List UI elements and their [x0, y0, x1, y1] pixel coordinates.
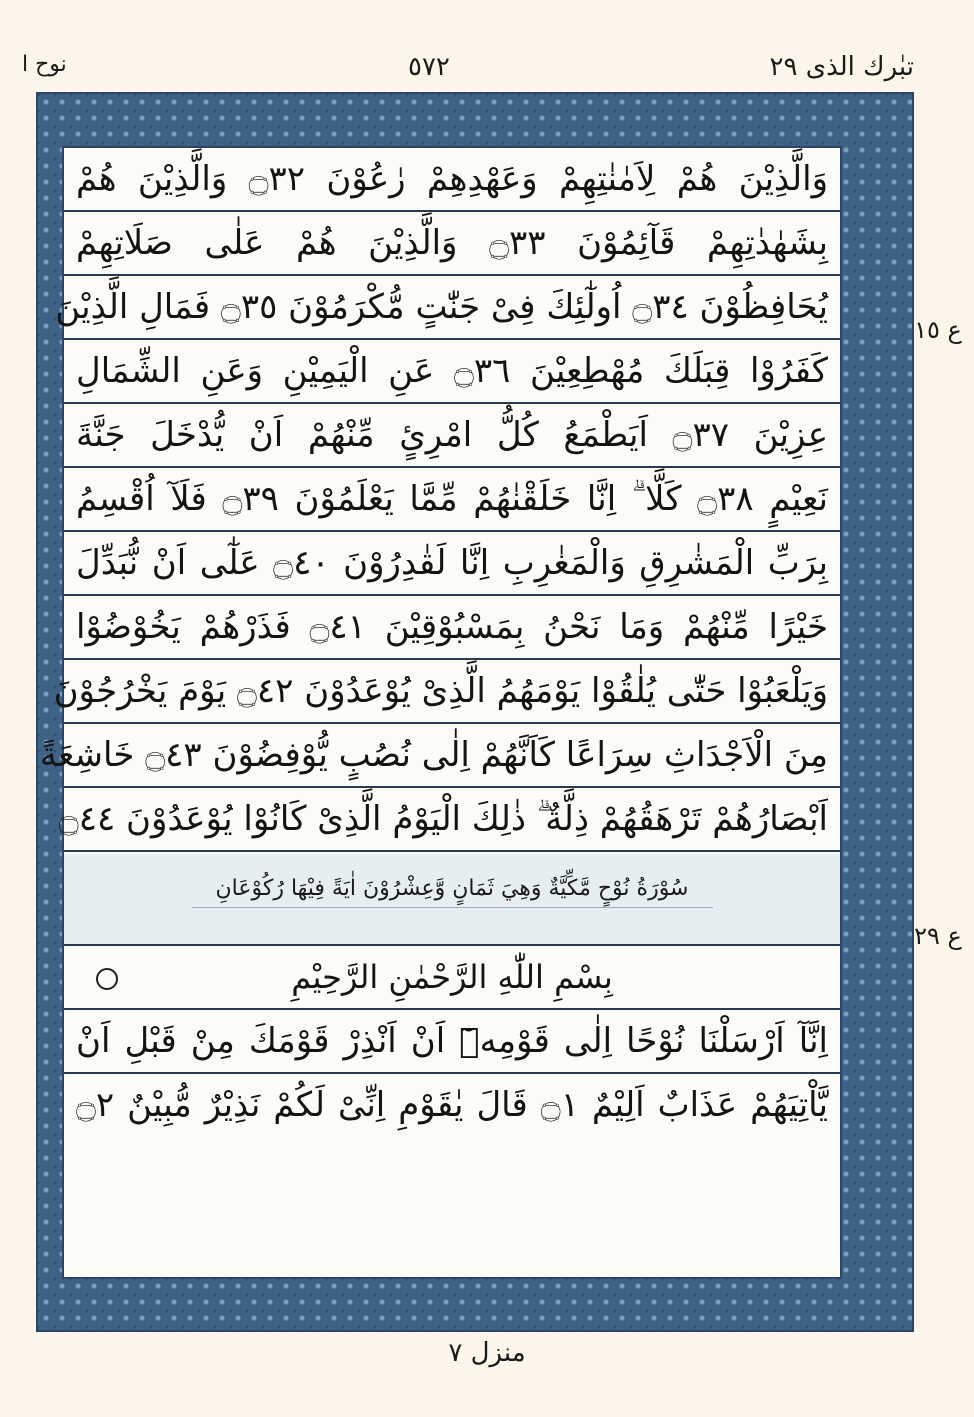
bismillah-line: [64, 946, 840, 1010]
surah-running-label: نوح ا: [22, 52, 67, 77]
verse-line: وَالَّذِيْنَ هُمْ لِاَمٰنٰتِهِمْ وَعَهْدِهِمْ رٰعُوْنَ ۝٣٢ وَالَّذِيْنَ هُمْ: [64, 148, 840, 212]
verse-line: خَيْرًا مِّنْهُمْ وَمَا نَحْنُ بِمَسْبُوْقِيْنَ ۝٤١ فَذَرْهُمْ يَخُوْضُوْا: [64, 596, 840, 660]
bismillah-text: بِسْمِ اللّٰهِ الرَّحْمٰنِ الرَّحِيْمِ: [291, 958, 613, 996]
ruku-marker-lower: ع ٢٩: [914, 922, 962, 950]
verse-line: كَفَرُوْا قِبَلَكَ مُهْطِعِيْنَ ۝٣٦ عَنِ الْيَمِيْنِ وَعَنِ الشِّمَالِ: [64, 340, 840, 404]
verse-line: يُحَافِظُوْنَ ۝٣٤ اُولٰٓئِكَ فِىْ جَنّٰتٍ مُّكْرَمُوْنَ ۝٣٥ فَمَالِ الَّذِيْنَ: [64, 276, 840, 340]
verse-line: اِنَّآ اَرْسَلْنَا نُوْحًا اِلٰى قَوْمِهٖٓ اَنْ اَنْذِرْ قَوْمَكَ مِنْ قَبْلِ اَنْ: [64, 1010, 840, 1074]
text-panel: [39, 146, 842, 1279]
verse-line: نَعِيْمٍ ۝٣٨ كَلَّا ۗ اِنَّا خَلَقْنٰهُمْ مِّمَّا يَعْلَمُوْنَ ۝٣٩ فَلَآ اُقْسِمُ: [64, 468, 840, 532]
page-number: ٥٧٢: [408, 52, 450, 82]
juz-running-label: تبٰرك الذى ٢٩: [769, 52, 914, 82]
surah-heading: سُوْرَةُ نُوْحٍ مَّكِّيَّةٌ وَهِيَ ثَمَانٍ وَّعِشْرُوْنَ اٰيَةً فِيْهَا رُكُوْعَانِ: [192, 870, 713, 908]
manzil-footer: منزل ٧: [448, 1338, 526, 1368]
ruku-marker-upper: ع ١٥: [914, 316, 962, 344]
page-header: [0, 0, 974, 90]
verse-circle-icon: [96, 968, 118, 990]
verse-line: عِزِيْنَ ۝٣٧ اَيَطْمَعُ كُلُّ امْرِئٍ مِّنْهُمْ اَنْ يُّدْخَلَ جَنَّةَ: [64, 404, 840, 468]
verse-line: مِنَ الْاَجْدَاثِ سِرَاعًا كَاَنَّهُمْ اِلٰى نُصُبٍ يُّوْفِضُوْنَ ۝٤٣ خَاشِعَةً: [64, 724, 840, 788]
surah-heading-band: [64, 854, 840, 946]
verse-line: بِرَبِّ الْمَشٰرِقِ وَالْمَغٰرِبِ اِنَّا لَقٰدِرُوْنَ ۝٤٠ عَلٰٓى اَنْ نُّبَدِّلَ: [64, 532, 840, 596]
verse-line: وَيَلْعَبُوْا حَتّٰى يُلٰقُوْا يَوْمَهُمُ الَّذِىْ يُوْعَدُوْنَ ۝٤٢ يَوْمَ يَخْرُجُوْنَ: [64, 660, 840, 724]
verse-line: بِشَهٰدٰتِهِمْ قَآئِمُوْنَ ۝٣٣ وَالَّذِيْنَ هُمْ عَلٰى صَلَاتِهِمْ: [64, 212, 840, 276]
verse-line: يَّاْتِيَهُمْ عَذَابٌ اَلِيْمٌ ۝١ قَالَ يٰقَوْمِ اِنِّىْ لَكُمْ نَذِيْرٌ مُّبِيْنٌ ۝٢: [76, 1085, 828, 1125]
verse-line: اَبْصَارُهُمْ تَرْهَقُهُمْ ذِلَّةٌ ۗ ذٰلِكَ الْيَوْمُ الَّذِىْ كَانُوْا يُوْعَدُوْنَ ۝٤٤: [64, 788, 840, 852]
